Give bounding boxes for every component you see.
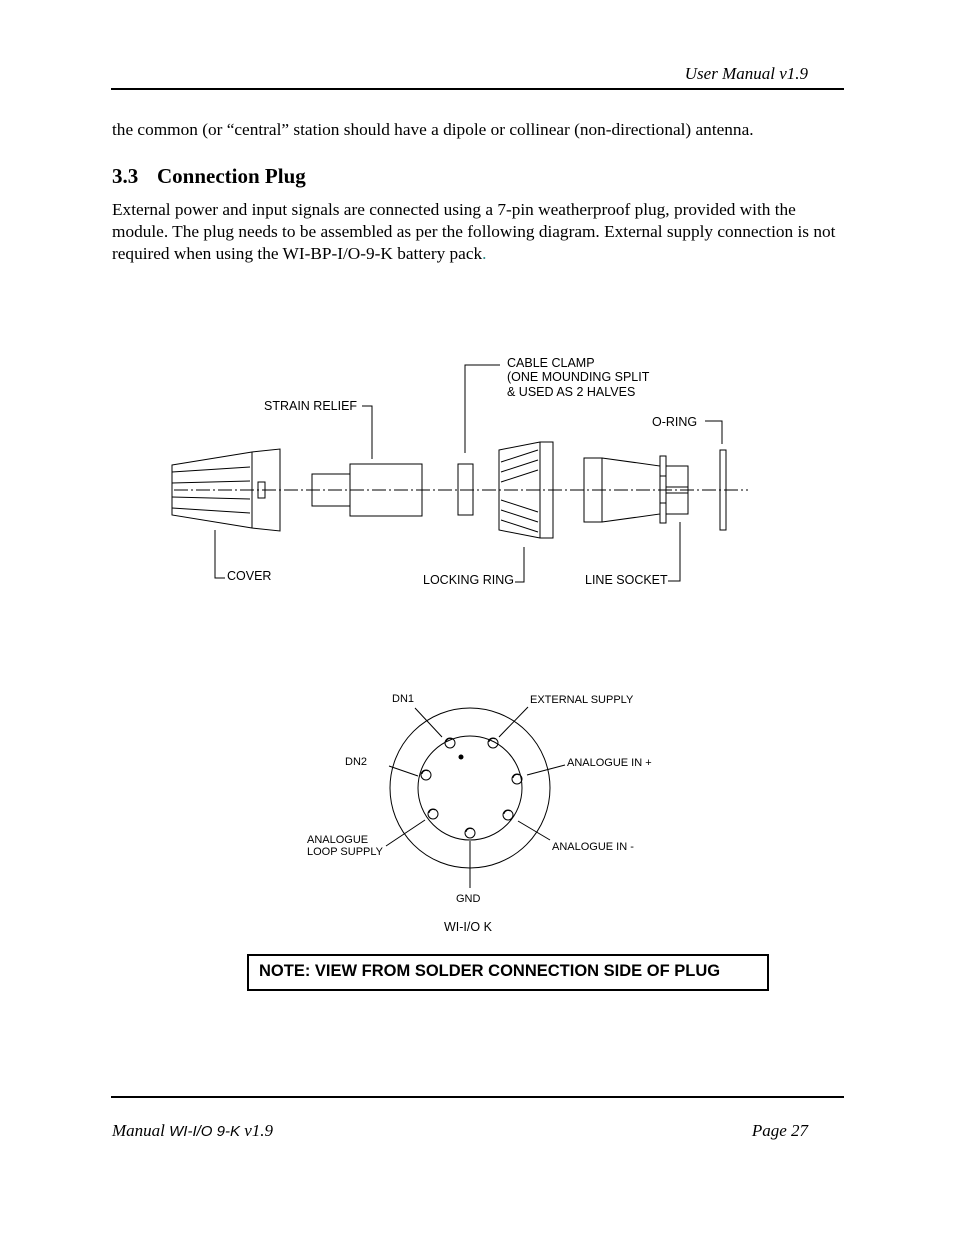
- footer-rule: [111, 1096, 844, 1098]
- cover-label: COVER: [227, 569, 272, 583]
- note-box: [247, 954, 769, 991]
- footer-manual-model: WI-I/O 9-K: [169, 1123, 240, 1140]
- analogue-loop-supply-leader: [386, 820, 425, 846]
- analogue-in-plus-leader: [527, 765, 565, 775]
- intro-paragraph: the common (or “central” station should have a dipole or collinear (non-directional) antenna.: [112, 120, 754, 139]
- analogue-loop-supply-label-line1: ANALOGUE: [307, 834, 369, 846]
- pin-layout-diagram: [0, 680, 954, 940]
- analogue-in-minus-label: ANALOGUE IN -: [552, 841, 634, 853]
- external-supply-label: EXTERNAL SUPPLY: [530, 694, 634, 706]
- analogue-in-minus-leader: [518, 821, 550, 840]
- pin-diagram-caption: WI-I/O K: [444, 920, 492, 934]
- key-dot: [459, 755, 464, 760]
- dn2-leader: [389, 766, 418, 776]
- o-ring-leader: [705, 421, 722, 444]
- gnd-label: GND: [456, 893, 481, 905]
- pin-analogue-in-minus: [503, 810, 513, 820]
- locking-ring-label: LOCKING RING: [423, 573, 514, 587]
- footer-page-number: Page 27: [751, 1121, 808, 1140]
- footer-manual-version: v1.9: [239, 1121, 274, 1140]
- section-paragraph-text: External power and input signals are connected using a 7-pin weatherproof plug, provided with the module. The plug needs to be assembled as per the following diagram. External supply connection is not required when using the WI-BP-I/O-9-K battery pack: [112, 200, 836, 263]
- o-ring-label: O-RING: [652, 415, 698, 429]
- section-number: 3.3: [112, 164, 139, 188]
- dn1-leader: [415, 708, 442, 737]
- dn1-label: DN1: [392, 693, 415, 705]
- analogue-in-plus-label: ANALOGUE IN +: [567, 757, 652, 769]
- footer-manual-title: [112, 1121, 273, 1141]
- cable-clamp-leader: [465, 365, 500, 453]
- external-supply-leader: [499, 707, 528, 737]
- pin-analogue-in-plus: [512, 774, 522, 784]
- pin-analogue-loop-supply: [428, 809, 438, 819]
- line-socket-label: LINE SOCKET: [585, 573, 668, 587]
- cable-clamp-label-line1: CABLE CLAMP: [507, 356, 595, 370]
- running-header: User Manual v1.9: [684, 64, 808, 83]
- cable-clamp-label-line2: (ONE MOUNDING SPLIT: [507, 370, 650, 384]
- pin-dn2: [421, 770, 431, 780]
- locking-ring-leader: [515, 547, 524, 582]
- footer-manual-prefix: Manual: [112, 1121, 170, 1140]
- section-title: Connection Plug: [157, 164, 306, 188]
- pin-gnd: [465, 828, 475, 838]
- dn2-label: DN2: [345, 756, 368, 768]
- plug-inner-face: [418, 736, 522, 840]
- strain-relief-leader: [362, 406, 372, 459]
- note-text: NOTE: VIEW FROM SOLDER CONNECTION SIDE OF PLUG: [259, 962, 721, 980]
- analogue-loop-supply-label-line2: LOOP SUPPLY: [307, 846, 384, 858]
- cover-leader: [215, 530, 225, 578]
- section-paragraph-period: .: [482, 244, 487, 263]
- cable-clamp-label-line3: & USED AS 2 HALVES: [507, 385, 636, 399]
- strain-relief-label: STRAIN RELIEF: [264, 399, 358, 413]
- line-socket-leader: [668, 522, 680, 581]
